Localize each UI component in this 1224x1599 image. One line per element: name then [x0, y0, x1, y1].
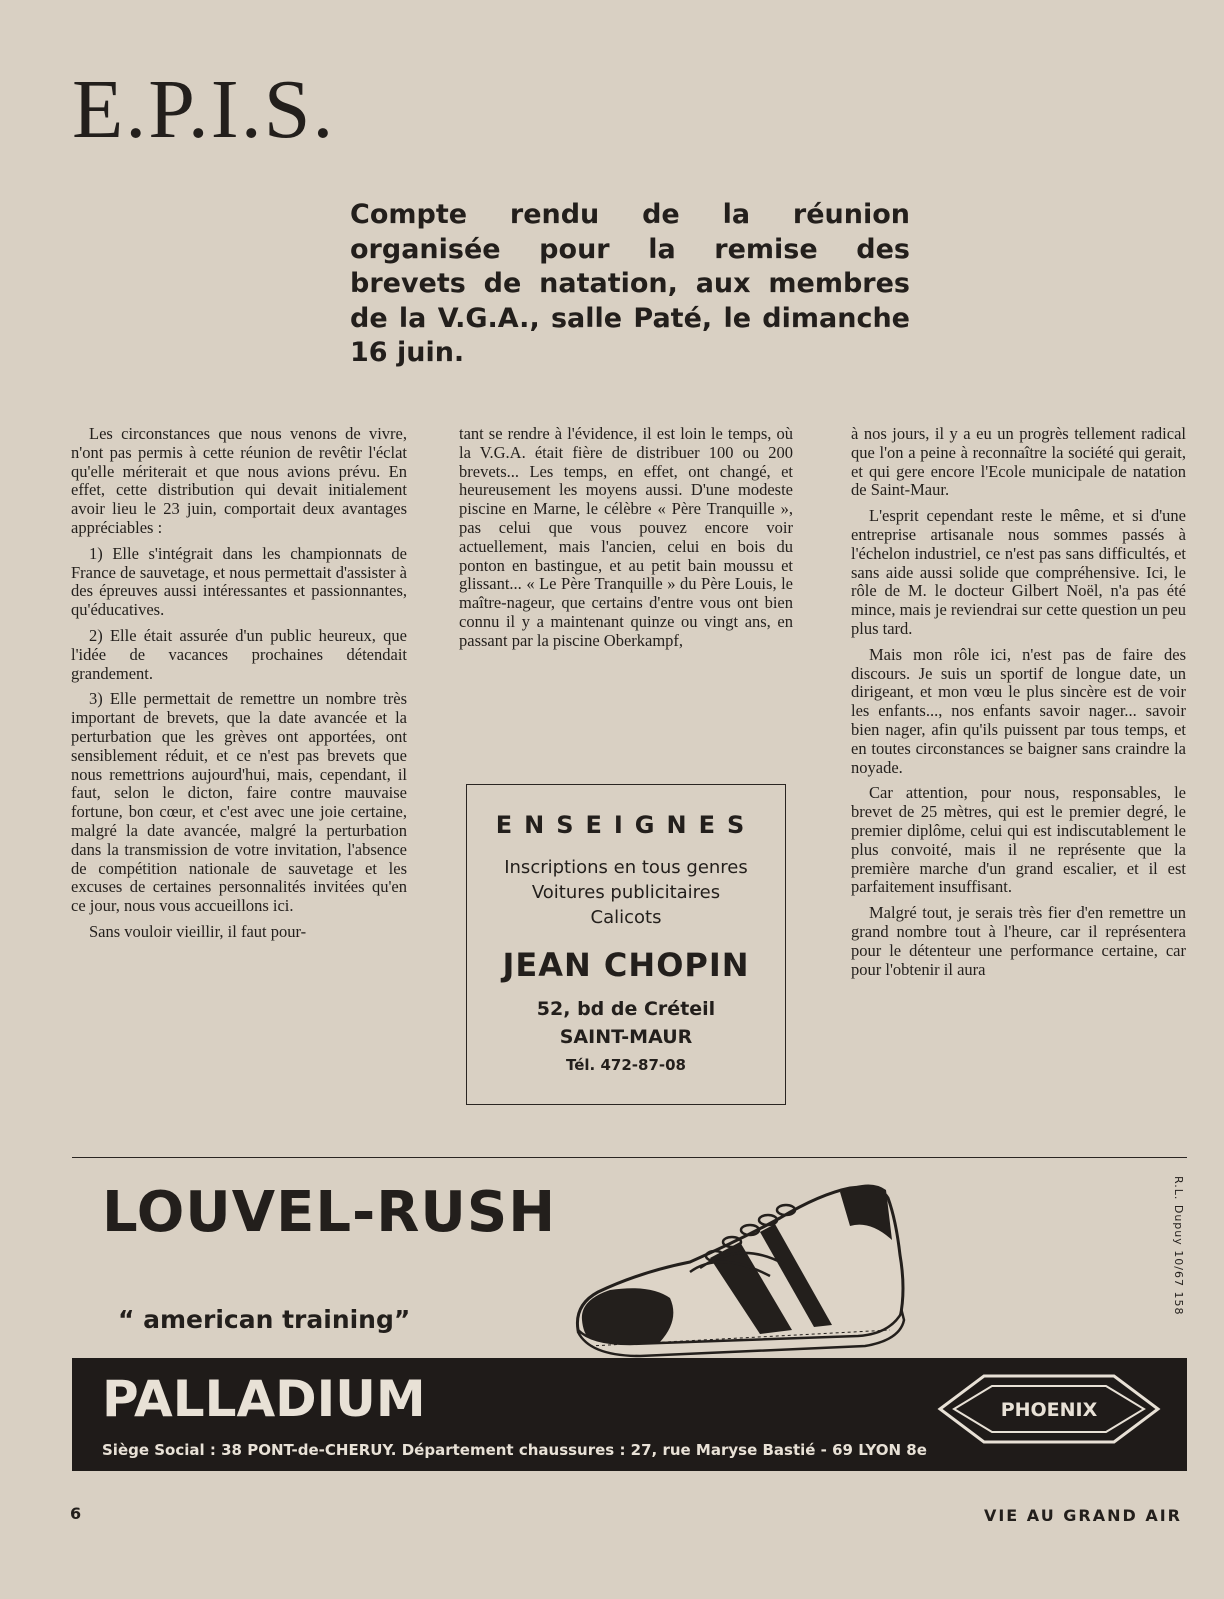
magazine-name: VIE AU GRAND AIR [983, 1506, 1182, 1525]
paragraph: 1) Elle s'intégrait dans les championnats de France de sauvetage, et nous permettait d'assister à des épreuves aussi intéressantes et passionnantes, qu'éducatives. [71, 543, 407, 620]
ad-product-name: LOUVEL-RUSH [102, 1180, 557, 1245]
page-title: E.P.I.S. [72, 63, 336, 156]
paragraph: 2) Elle était assurée d'un public heureux, que l'idée de vacances prochaines détendait grandement. [71, 625, 407, 683]
ad-heading: ENSEIGNES [495, 811, 757, 839]
ad-company-name: JEAN CHOPIN [502, 946, 750, 984]
ad-line: Inscriptions en tous genres [504, 857, 748, 878]
article-column-3 [851, 425, 1186, 986]
paragraph: tant se rendre à l'évidence, il est loin le temps, où la V.G.A. était fière de distribuer 100 ou 200 brevets... Les temps, en effet, ont changé, et heureusement les moyens aussi. D'une modeste piscine en Marne, le célèbre « Père Tranquille », pas celui que vous pouvez encore voir actuellement, mais l'ancien, celui en bois du ponton en bastingue, et au petit bain moussu et glissant... « Le Père Tranquille » du Père Louis, le maître-nageur, que certains d'entre vous ont bien connu il y a maintenant quinze ou vingt ans, en passant par la piscine Oberkampf, [459, 424, 793, 650]
paragraph: Les circonstances que nous venons de vivre, n'ont pas permis à cette réunion de revêtir l'éclat qu'elle mériterait et que nous avions prévu. En effet, cette distribution qui devait initialement avoir lieu le 23 juin, comportait deux avantages appréciables : [71, 424, 407, 537]
divider [72, 1157, 1187, 1158]
ad-tagline: “ american training” [118, 1305, 411, 1334]
ad-city: SAINT-MAUR [559, 1026, 693, 1048]
page-number: 6 [70, 1504, 82, 1523]
ad-line: Voitures publicitaires [531, 882, 721, 903]
enseignes-advertisement [466, 784, 786, 1105]
ad-credit: R.L. Dupuy 10/67 158 [1172, 1176, 1185, 1316]
article-column-1 [71, 425, 407, 949]
logo-text: PHOENIX [1000, 1399, 1098, 1421]
paragraph: L'esprit cependant reste le même, et si d'une entreprise artisanale nous sommes passés à l'échelon industriel, ce n'est pas sans difficultés, et sans aide aussi solide que compréhensive. Ici, le rôle de M. le docteur Gilbert Noël, n'a pas été mince, mais je reviendrai sur cette question un peu plus tard. [851, 506, 1186, 638]
brand-name: PALLADIUM [102, 1370, 426, 1428]
article-column-2 [459, 425, 793, 658]
paragraph: Car attention, pour nous, responsables, le brevet de 25 mètres, qui est le premier degré, le premier diplôme, celui qui est indiscutablement le plus convoité, mais il ne représente que la première marche d'un grand escalier, et il est parfaitement insuffisant. [851, 783, 1186, 897]
paragraph: 3) Elle permettait de remettre un nombre très important de brevets, que la date avancée et la perturbation que les grèves ont apportées, ont sensiblement réduit, et ce n'est pas brevets que nous remettrions aujourd'hui, mais, cependant, il faut, selon le dicton, faire contre mauvaise fortune, bon cœur, et c'est avec une joie certaine, malgré la date avancée, malgré la perturbation dans la transmission de votre invitation, l'absence de compétition nationale de sauvetage et les excuses de certaines personnalités invitées qu'en ce jour, nous vous accueillons ici. [71, 689, 407, 916]
sneaker-icon [570, 1180, 930, 1360]
article-subtitle: Compte rendu de la réunion organisée pour la remise des brevets de natation, aux membres de la V.G.A., salle Paté, le dimanche 16 juin. [350, 199, 910, 368]
ad-address: 52, bd de Créteil [536, 998, 716, 1020]
ad-line: Calicots [590, 907, 662, 928]
paragraph: à nos jours, il y a eu un progrès tellement radical que l'on a peine à reconnaître la société qui gerait, et qui gere encore l'Ecole municipale de natation de Saint-Maur. [851, 424, 1186, 500]
palladium-banner [72, 1358, 1187, 1471]
paragraph: Mais mon rôle ici, n'est pas de faire des discours. Je suis un sportif de longue date, un dirigeant, et mon vœu le plus sincère est de voir les enfants..., nos enfants savoir nager... savoir bien nager, afin qu'ils puissent par tous temps, et en toutes circonstances se baigner sans craindre la noyade. [851, 644, 1186, 777]
company-address: Siège Social : 38 PONT-de-CHERUY. Département chaussures : 27, rue Maryse Bastié - 69 LYON 8e [102, 1441, 927, 1459]
paragraph: Sans vouloir vieillir, il faut pour- [89, 921, 307, 941]
paragraph: Malgré tout, je serais très fier d'en remettre un grand nombre tout à l'heure, car il représentera pour le détenteur une performance certaine, car pour l'obtenir il aura [851, 903, 1186, 979]
ad-phone: Tél. 472-87-08 [566, 1056, 686, 1074]
phoenix-logo [934, 1370, 1164, 1448]
